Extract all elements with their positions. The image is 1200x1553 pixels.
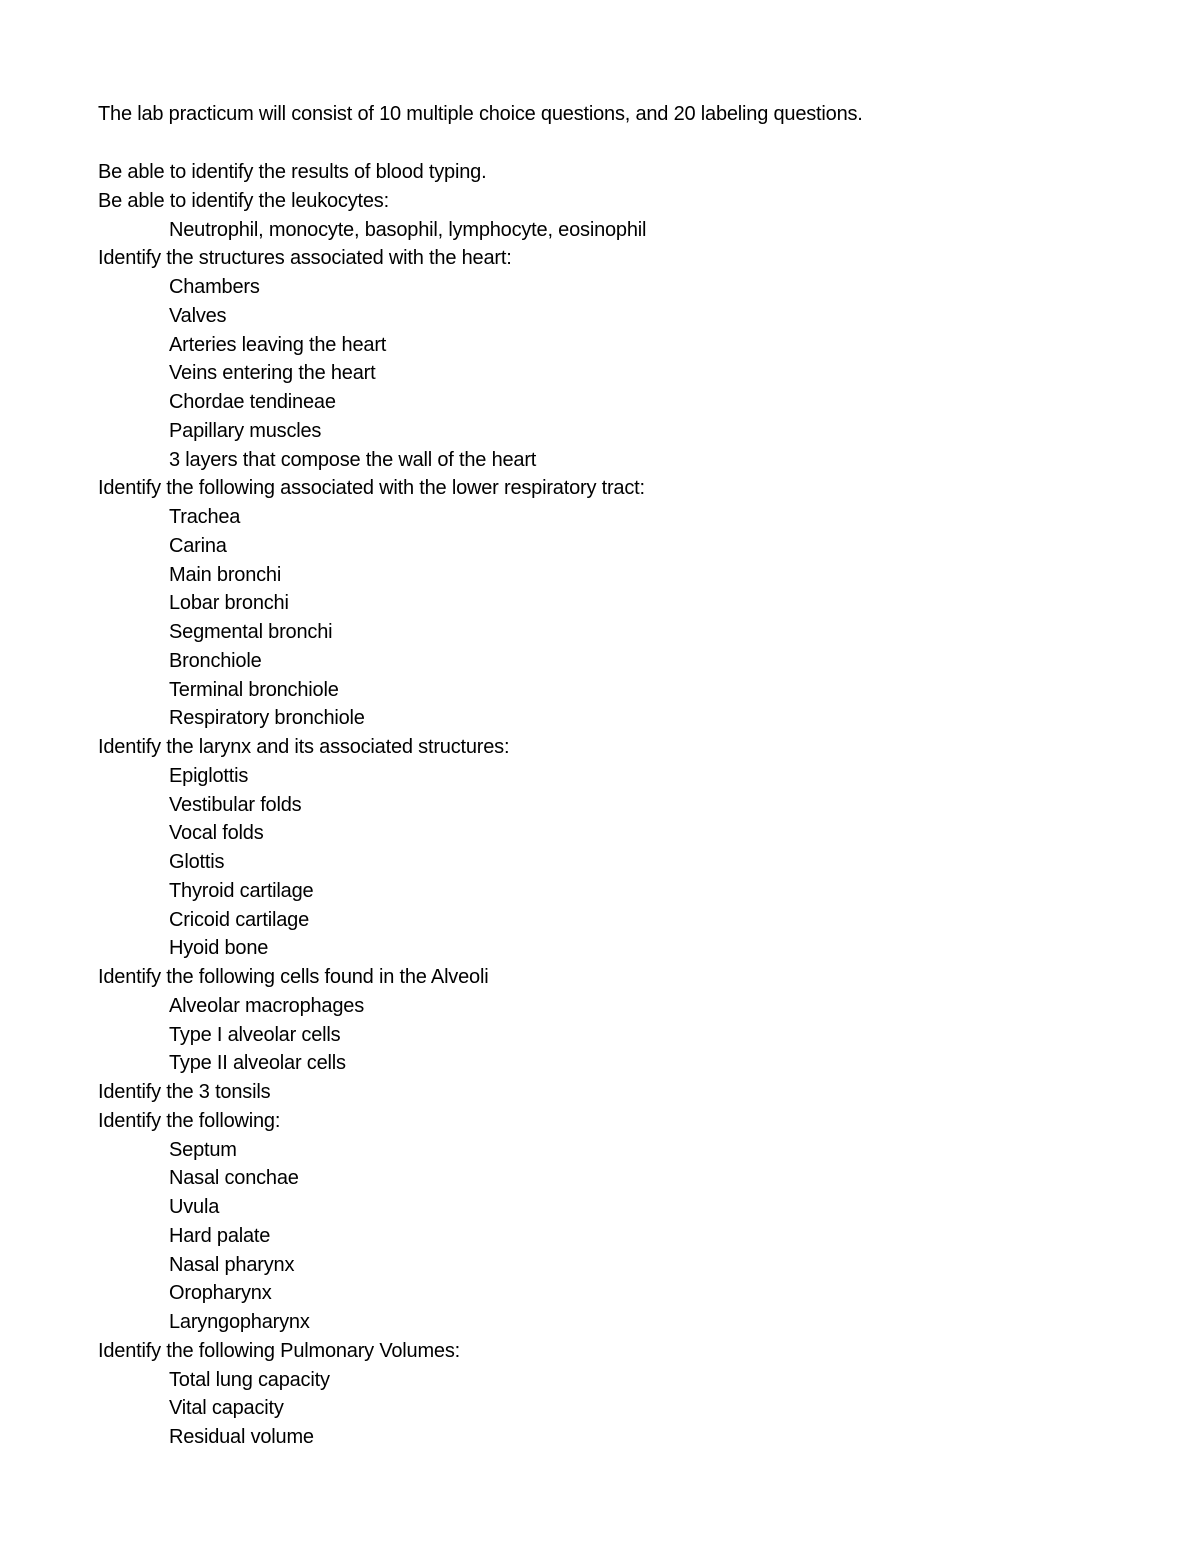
list-item: Trachea — [169, 506, 241, 528]
list-item: Bronchiole — [169, 649, 262, 672]
list-item: Residual volume — [169, 1426, 314, 1448]
list-item: Lobar bronchi — [169, 592, 289, 615]
list-item: Epiglottis — [169, 764, 249, 787]
list-item: Oropharynx — [169, 1282, 272, 1305]
list-item: Vestibular folds — [169, 793, 302, 816]
list-item: Main bronchi — [169, 563, 282, 586]
list-item: Papillary muscles — [169, 419, 322, 442]
list-item: Hard palate — [169, 1224, 271, 1247]
section-heading: Identify the structures associated with the heart: — [98, 247, 512, 270]
list-item: Nasal pharynx — [169, 1253, 295, 1276]
list-item: Thyroid cartilage — [169, 879, 314, 902]
section-heading: Be able to identify the leukocytes: — [98, 189, 389, 212]
list-item: Chambers — [169, 276, 260, 298]
list-item: Arteries leaving the heart — [169, 333, 387, 356]
list-item: Uvula — [169, 1196, 220, 1218]
list-item: Valves — [169, 304, 227, 327]
list-item: Vital capacity — [169, 1397, 284, 1420]
list-item: Type II alveolar cells — [169, 1052, 346, 1075]
list-item: Terminal bronchiole — [169, 678, 339, 701]
section-heading: Identify the following: — [98, 1109, 281, 1132]
section-heading: Identify the following associated with the lower respiratory tract: — [98, 477, 645, 500]
section-heading: Identify the larynx and its associated structures: — [98, 736, 510, 758]
list-item: Carina — [169, 534, 227, 557]
list-item: Chordae tendineae — [169, 391, 336, 413]
section-heading: Identify the following Pulmonary Volumes: — [98, 1339, 460, 1362]
list-item: 3 layers that compose the wall of the heart — [169, 448, 537, 471]
list-item: Laryngopharynx — [169, 1311, 310, 1333]
section-heading: Be able to identify the results of blood typing. — [98, 161, 487, 183]
list-item: Alveolar macrophages — [169, 994, 364, 1017]
section-heading: Identify the 3 tonsils — [98, 1081, 271, 1103]
list-item: Nasal conchae — [169, 1167, 299, 1190]
list-item: Hyoid bone — [169, 937, 269, 960]
section-heading: Identify the following cells found in the Alveoli — [98, 966, 489, 988]
list-item: Respiratory bronchiole — [169, 707, 365, 730]
list-item: Glottis — [169, 851, 225, 873]
list-item: Neutrophil, monocyte, basophil, lymphocyte, eosinophil — [169, 218, 647, 241]
intro-text: The lab practicum will consist of 10 multiple choice questions, and 20 labeling questions. — [98, 103, 863, 125]
list-item: Septum — [169, 1138, 237, 1161]
list-item: Vocal folds — [169, 822, 264, 845]
list-item: Type I alveolar cells — [169, 1023, 341, 1046]
list-item: Veins entering the heart — [169, 362, 376, 385]
list-item: Segmental bronchi — [169, 621, 333, 643]
list-item: Cricoid cartilage — [169, 908, 309, 931]
list-item: Total lung capacity — [169, 1368, 330, 1391]
